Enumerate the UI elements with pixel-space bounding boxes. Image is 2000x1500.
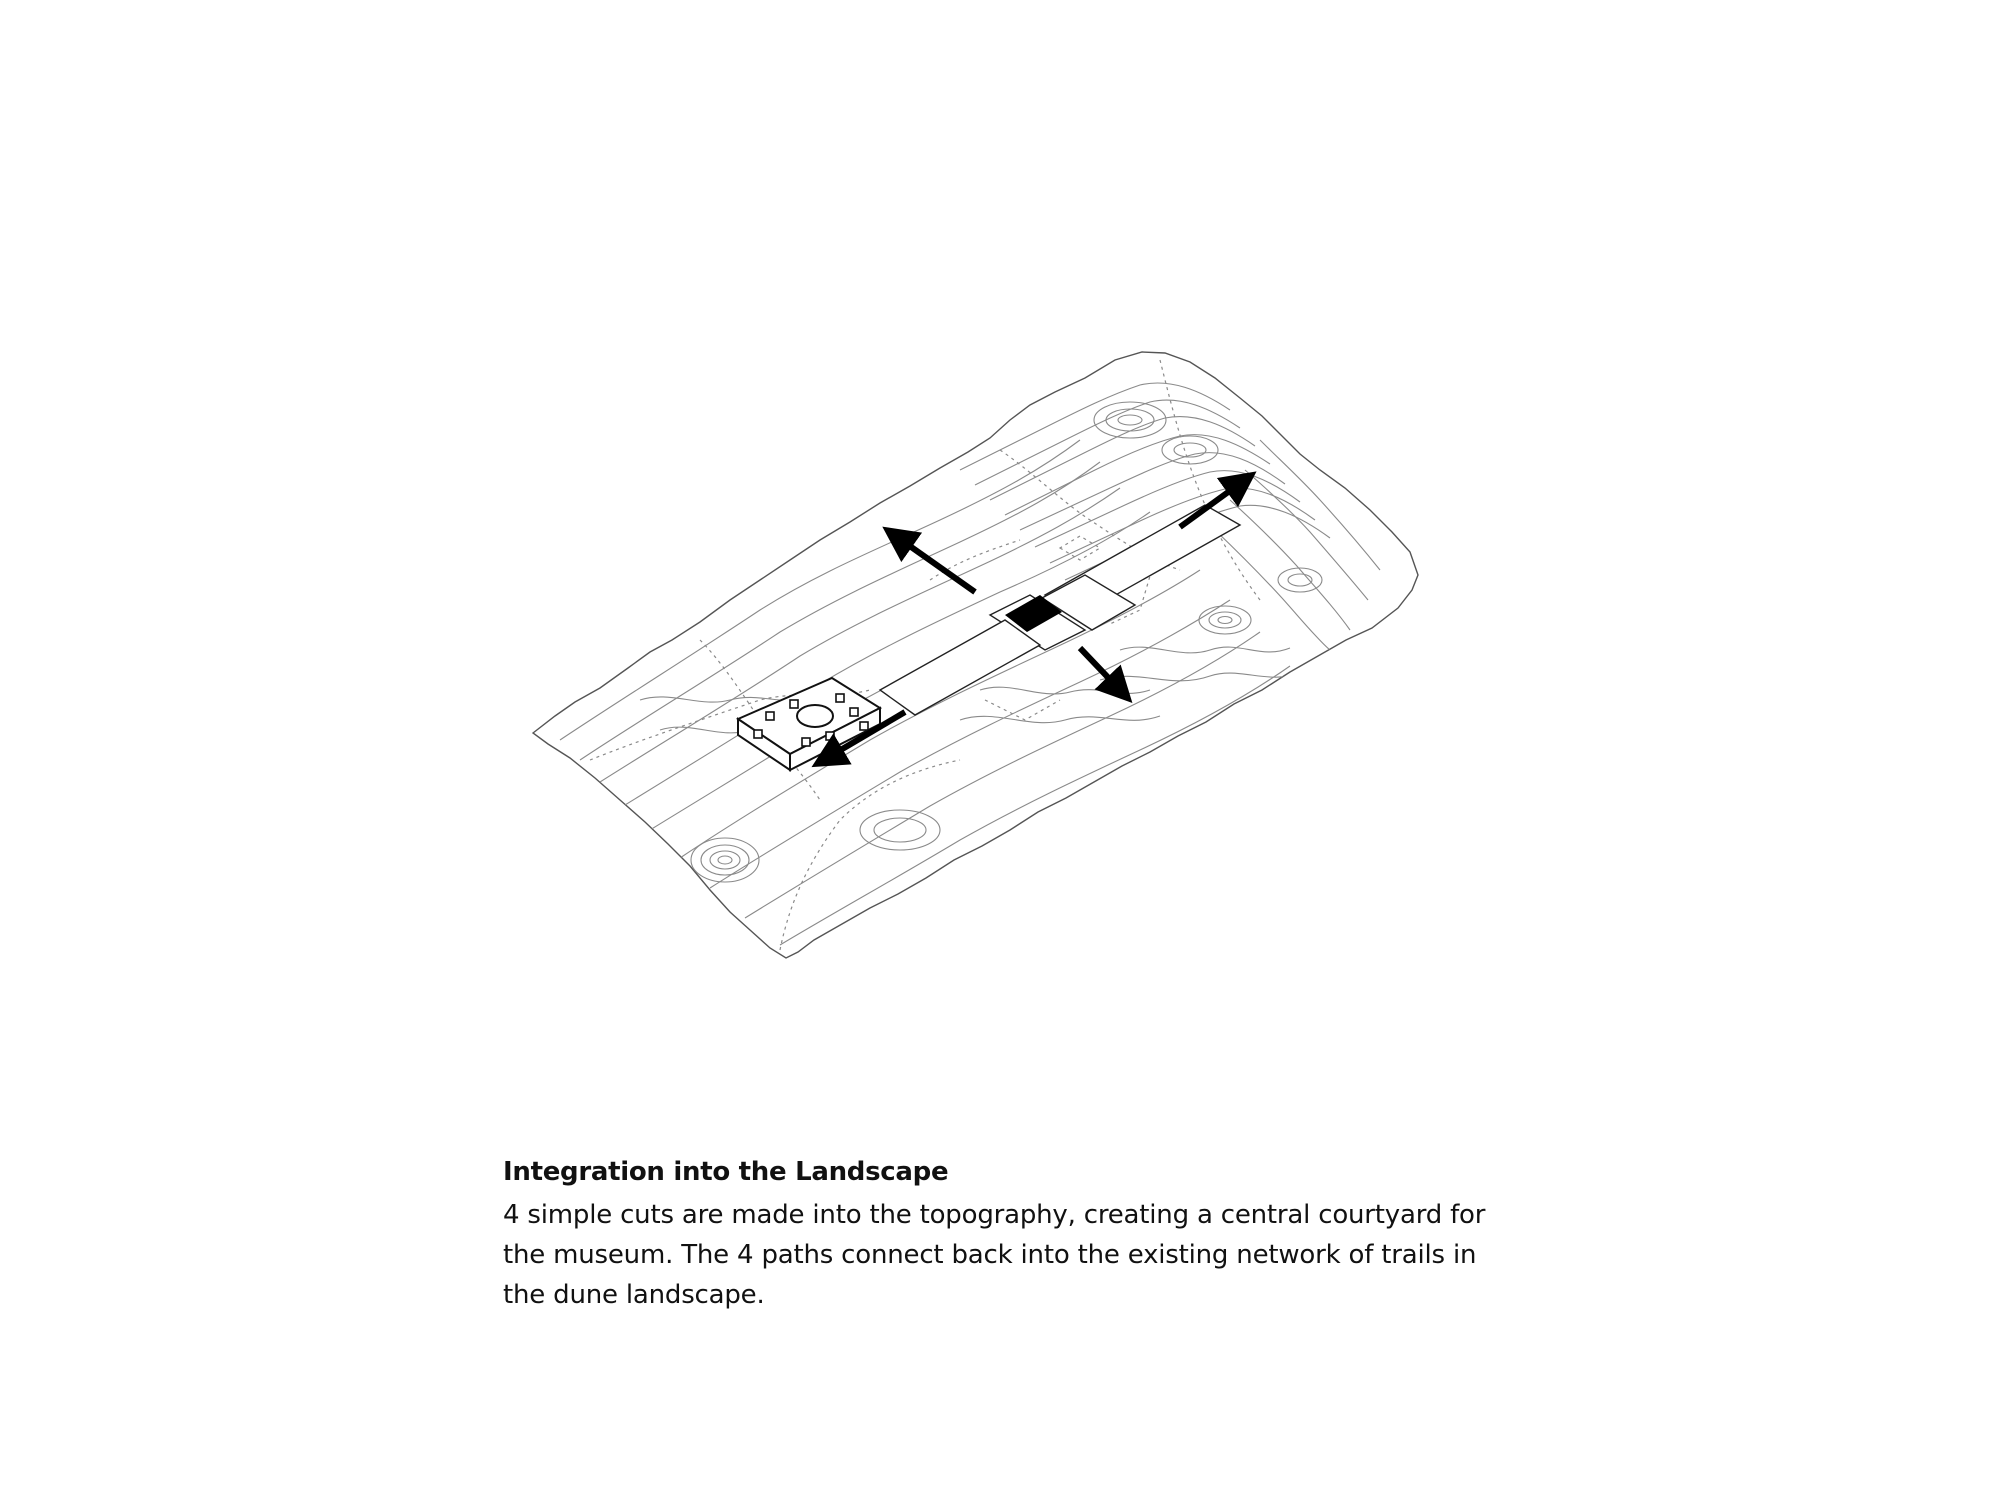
- caption-line: the museum. The 4 paths connect back into the existing network of trails in: [503, 1240, 1477, 1270]
- caption-body: [503, 1195, 1543, 1315]
- caption-title: Integration into the Landscape: [503, 1157, 949, 1187]
- caption-line: the dune landscape.: [503, 1280, 765, 1310]
- caption-line: 4 simple cuts are made into the topography, creating a central courtyard for: [503, 1200, 1486, 1230]
- caption: [503, 1155, 1543, 1315]
